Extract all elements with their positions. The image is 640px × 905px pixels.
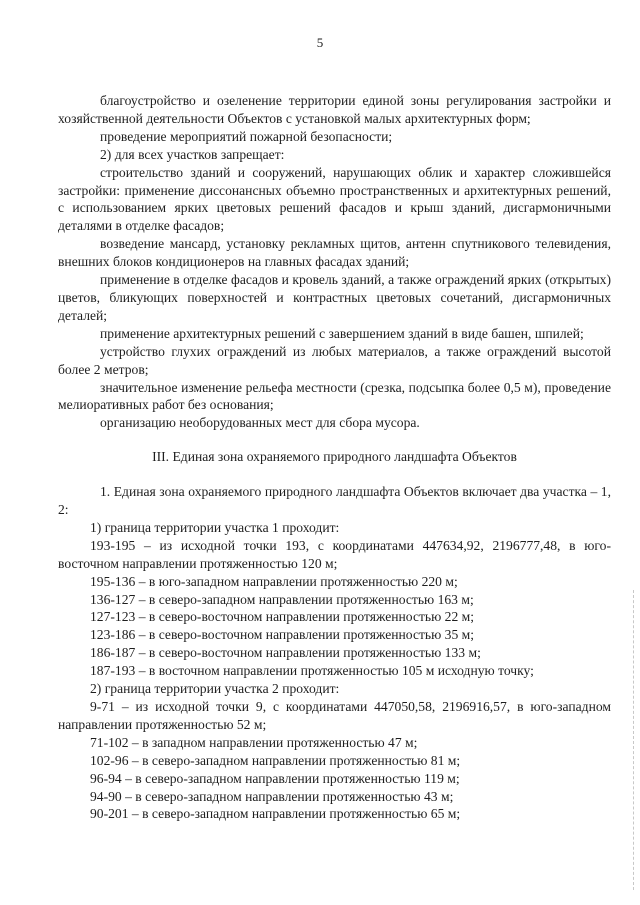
boundary-segment: 123-186 – в северо-восточном направлении протяженностью 35 м;	[90, 627, 475, 643]
boundary-segment: 9-71 – из исходной точки 9, с координатами 447050,58, 2196916,57, в юго-западном направлении протяженностью 52 м;	[58, 699, 611, 732]
paragraph: 1) граница территории участка 1 проходит:	[90, 519, 340, 535]
paragraph: строительство зданий и сооружений, нарушающих облик и характер сложившейся застройки: применение диссонансных объемно пространственных и архитектурных решений, с использованием ярких цветовых решений фасадов и крыш зданий, дисгармоничными деталями в отделке фасадов;	[58, 164, 611, 234]
boundary-segment: 102-96 – в северо-западном направлении протяженностью 81 м;	[90, 752, 461, 768]
paragraph: 2) для всех участков запрещает:	[100, 146, 285, 162]
paragraph: возведение мансард, установку рекламных щитов, антенн спутникового телевидения, внешних блоков кондиционеров на главных фасадах зданий;	[58, 236, 611, 270]
boundary-segment: 127-123 – в северо-восточном направлении протяженностью 22 м;	[90, 609, 475, 625]
paragraph: организацию необорудованных мест для сбора мусора.	[100, 415, 420, 431]
paragraph: значительное изменение рельефа местности (срезка, подсыпка более 0,5 м), проведение мелиоративных работ без основания;	[58, 379, 611, 413]
boundary-segment: 71-102 – в западном направлении протяженностью 47 м;	[90, 734, 418, 750]
boundary-segment: 186-187 – в северо-восточном направлении протяженностью 133 м;	[90, 645, 481, 661]
boundary-segment: 187-193 – в восточном направлении протяженностью 105 м исходную точку;	[90, 663, 534, 679]
section-heading: III. Единая зона охраняемого природного ландшафта Объектов	[152, 449, 517, 465]
paragraph: применение архитектурных решений с завершением зданий в виде башен, шпилей;	[100, 325, 584, 341]
boundary-segment: 193-195 – из исходной точки 193, с координатами 447634,92, 2196777,48, в юго-восточном направлении протяженностью 120 м;	[58, 537, 611, 571]
paragraph: 2) граница территории участка 2 проходит:	[90, 681, 340, 697]
boundary-segment: 94-90 – в северо-западном направлении протяженностью 43 м;	[90, 788, 454, 804]
document-body	[58, 92, 611, 823]
boundary-segment: 195-136 – в юго-западном направлении протяженностью 220 м;	[90, 573, 458, 589]
scan-edge-line	[632, 590, 634, 890]
paragraph: устройство глухих ограждений из любых материалов, а также ограждений высотой более 2 метров;	[58, 343, 611, 377]
boundary-segment: 136-127 – в северо-западном направлении протяженностью 163 м;	[90, 591, 474, 607]
paragraph: применение в отделке фасадов и кровель зданий, а также ограждений ярких (открытых) цветов, бликующих поверхностей и контрастных цветовых сочетаний, дисгармоничных деталей;	[58, 272, 611, 323]
paragraph: благоустройство и озеленение территории единой зоны регулирования застройки и хозяйственной деятельности Объектов с установкой малых архитектурных форм;	[58, 93, 611, 126]
paragraph: проведение мероприятий пожарной безопасности;	[100, 128, 393, 144]
page-number: 5	[316, 35, 324, 50]
boundary-segment: 96-94 – в северо-западном направлении протяженностью 119 м;	[90, 770, 460, 786]
boundary-segment: 90-201 – в северо-западном направлении протяженностью 65 м;	[90, 806, 461, 822]
paragraph: 1. Единая зона охраняемого природного ландшафта Объектов включает два участка – 1, 2:	[58, 484, 611, 518]
